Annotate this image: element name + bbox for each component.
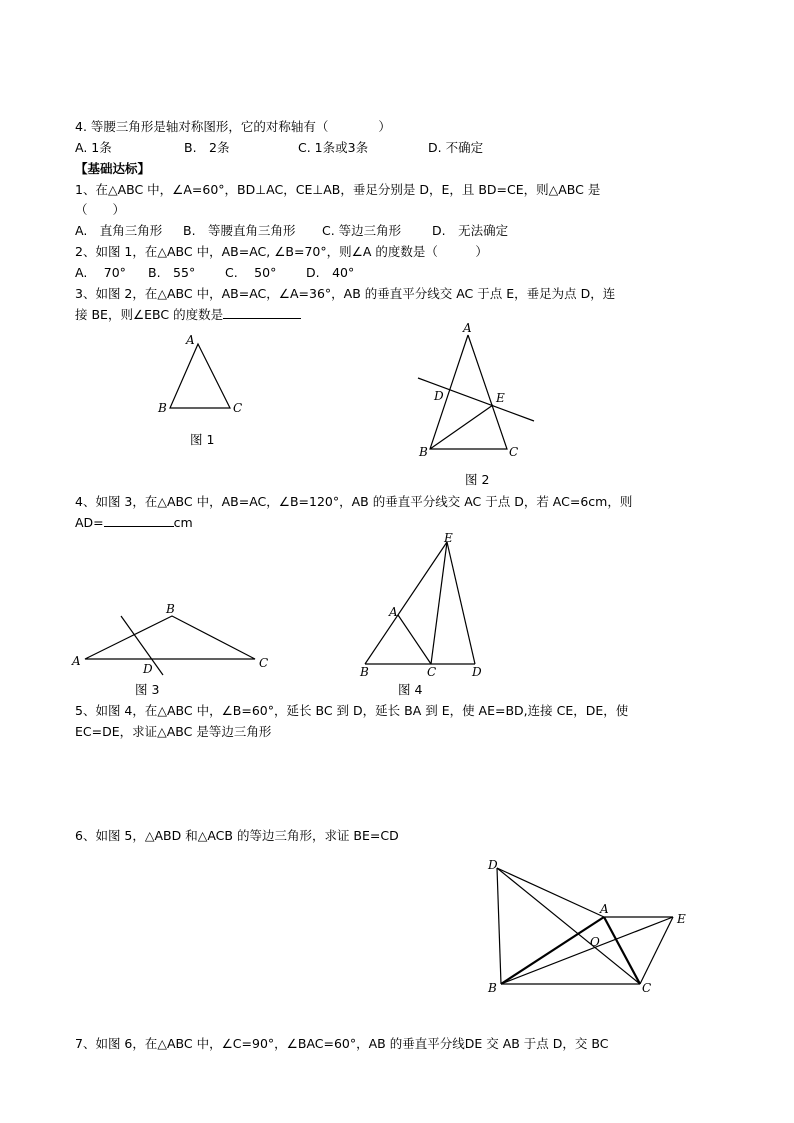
point-label-b: B — [158, 401, 167, 415]
problem-3-line-1: 3、如图 2，在△ABC 中，AB=AC，∠A=36°，AB 的垂直平分线交 AC 于点 E，垂足为点 D，连 — [75, 286, 616, 301]
point-label-b: B — [360, 665, 369, 679]
problem-7-line-1: 7、如图 6，在△ABC 中，∠C=90°，∠BAC=60°，AB 的垂直平分线DE 交 AB 于点 D，交 BC — [75, 1036, 609, 1051]
segment-ac — [604, 917, 640, 984]
p1-option-b: B. 等腰直角三角形 — [183, 223, 296, 238]
point-label-a: A — [463, 321, 472, 335]
problem-2-line-1: 2、如图 1，在△ABC 中，AB=AC, ∠B=70°，则∠A 的度数是（ ） — [75, 244, 488, 259]
segment-dc — [497, 868, 640, 984]
problem-5-line-2: EC=DE，求证△ABC 是等边三角形 — [75, 724, 272, 739]
point-label-a: A — [600, 902, 609, 916]
figure-4 — [355, 530, 495, 680]
figure-1-caption: 图 1 — [190, 432, 215, 447]
figure-3-caption: 图 3 — [135, 682, 160, 697]
figure-3 — [65, 597, 285, 682]
problem-4-unit: cm — [173, 515, 193, 530]
perpendicular-bisector — [121, 616, 163, 675]
point-label-e: E — [444, 531, 453, 545]
point-label-b: B — [419, 445, 428, 459]
p2-option-c: C. 50° — [225, 265, 277, 280]
point-label-o: O — [590, 935, 600, 949]
problem-4-prefix: AD= — [75, 515, 104, 530]
point-label-d: D — [472, 665, 482, 679]
p2-option-b: B. 55° — [148, 265, 196, 280]
problem-1-line-1: 1、在△ABC 中，∠A=60°，BD⊥AC，CE⊥AB，垂足分别是 D，E，且 BD=CE，则△ABC 是 — [75, 182, 601, 197]
problem-6-line-1: 6、如图 5，△ABD 和△ACB 的等边三角形，求证 BE=CD — [75, 828, 399, 843]
q4-option-c: C. 1条或3条 — [298, 140, 369, 155]
point-label-c: C — [509, 445, 519, 459]
p1-option-c: C. 等边三角形 — [322, 223, 402, 238]
figure-2-caption: 图 2 — [465, 472, 490, 487]
point-label-a: A — [72, 654, 81, 668]
q4-option-a: A. 1条 — [75, 140, 112, 155]
segment-ac — [398, 615, 431, 664]
q4-option-b: B. 2条 — [184, 140, 230, 155]
figure-5 — [480, 852, 695, 1000]
p2-option-a: A. 70° — [75, 265, 126, 280]
answer-blank[interactable] — [223, 318, 301, 319]
point-label-c: C — [427, 665, 437, 679]
point-label-d: D — [488, 858, 498, 872]
p1-option-a: A. 直角三角形 — [75, 223, 163, 238]
segment-db — [497, 868, 501, 984]
segment-da — [497, 868, 604, 917]
segment-be — [430, 405, 493, 449]
problem-1-line-2: （ ） — [75, 202, 126, 217]
triangle-abc — [170, 344, 230, 408]
question-4-stem: 4. 等腰三角形是轴对称图形，它的对称轴有（ ） — [75, 119, 391, 134]
q4-option-d: D. 不确定 — [428, 140, 484, 155]
point-label-d: D — [143, 662, 153, 676]
segment-ec — [431, 542, 447, 664]
point-label-e: E — [677, 912, 686, 926]
p1-option-d: D. 无法确定 — [432, 223, 509, 238]
problem-4-line-2 — [75, 515, 193, 531]
section-title: 【基础达标】 — [75, 161, 151, 176]
point-label-a: A — [186, 333, 195, 347]
point-label-a: A — [389, 605, 398, 619]
figure-2 — [410, 318, 550, 463]
triangle-abc — [85, 616, 255, 659]
problem-4-line-1: 4、如图 3，在△ABC 中，AB=AC，∠B=120°，AB 的垂直平分线交 AC 于点 D，若 AC=6cm，则 — [75, 494, 633, 509]
point-label-c: C — [642, 981, 652, 995]
point-label-c: C — [233, 401, 243, 415]
segment-ec — [640, 917, 673, 984]
point-label-e: E — [496, 391, 505, 405]
segment-be — [365, 542, 447, 664]
problem-5-line-1: 5、如图 4，在△ABC 中，∠B=60°，延长 BC 到 D，延长 BA 到 E，使 AE=BD,连接 CE，DE，使 — [75, 703, 629, 718]
point-label-c: C — [259, 656, 269, 670]
answer-blank[interactable] — [104, 526, 174, 527]
point-label-d: D — [434, 389, 444, 403]
figure-1 — [150, 330, 260, 425]
point-label-b: B — [488, 981, 497, 995]
problem-3-line-2 — [75, 307, 301, 323]
problem-3-text: 接 BE，则∠EBC 的度数是 — [75, 307, 224, 322]
point-label-b: B — [166, 602, 175, 616]
figure-4-caption: 图 4 — [398, 682, 423, 697]
segment-ed — [447, 542, 475, 664]
p2-option-d: D. 40° — [306, 265, 355, 280]
